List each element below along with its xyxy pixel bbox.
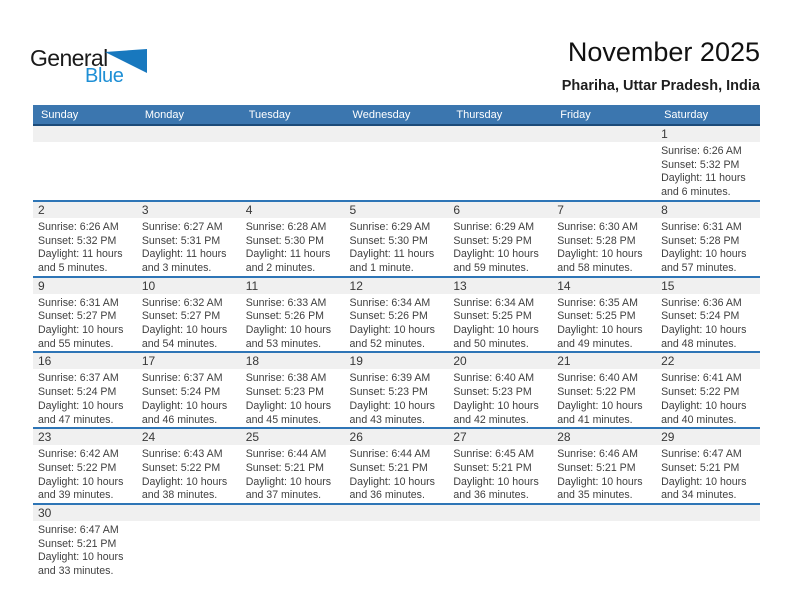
empty-day-band xyxy=(552,126,656,142)
detail-line: Sunset: 5:22 PM xyxy=(557,386,636,399)
detail-line: Sunset: 5:32 PM xyxy=(661,158,740,171)
day-details xyxy=(345,445,449,503)
detail-line: Sunrise: 6:44 AM xyxy=(349,448,431,461)
empty-day-cell xyxy=(137,125,241,201)
day-number: 16 xyxy=(33,353,137,369)
week-row-2 xyxy=(33,201,760,277)
detail-line: Sunset: 5:21 PM xyxy=(245,461,325,474)
detail-line: Sunrise: 6:47 AM xyxy=(661,448,742,461)
day-details xyxy=(345,369,449,427)
detail-line: and 50 minutes. xyxy=(453,337,529,350)
detail-line: Sunrise: 6:37 AM xyxy=(141,372,223,385)
day-number: 10 xyxy=(137,278,241,294)
detail-line: Sunrise: 6:40 AM xyxy=(557,372,638,385)
day-cell-6 xyxy=(448,201,552,277)
empty-day-band xyxy=(33,126,137,142)
detail-line: and 57 minutes. xyxy=(661,261,737,274)
day-number: 19 xyxy=(345,353,449,369)
detail-line: Daylight: 11 hours xyxy=(661,172,746,185)
detail-line: Sunset: 5:21 PM xyxy=(661,461,740,474)
detail-line: Sunrise: 6:29 AM xyxy=(349,220,431,233)
detail-line: and 47 minutes. xyxy=(38,413,114,426)
detail-line: Daylight: 10 hours xyxy=(557,324,643,337)
detail-line: Sunrise: 6:43 AM xyxy=(141,448,223,461)
day-details xyxy=(33,521,137,579)
empty-day-band xyxy=(656,505,760,521)
day-details xyxy=(656,369,760,427)
day-cell-13 xyxy=(448,277,552,353)
detail-line: Sunrise: 6:26 AM xyxy=(38,220,119,233)
detail-line: Sunset: 5:21 PM xyxy=(557,461,636,474)
day-details xyxy=(448,294,552,352)
detail-line: Daylight: 10 hours xyxy=(453,324,539,337)
detail-line: Daylight: 10 hours xyxy=(38,324,124,337)
detail-line: Daylight: 10 hours xyxy=(245,324,332,337)
detail-line: Daylight: 10 hours xyxy=(661,399,747,412)
detail-line: Daylight: 10 hours xyxy=(38,475,124,488)
detail-line: and 45 minutes. xyxy=(245,413,322,426)
detail-line: Sunrise: 6:38 AM xyxy=(245,372,327,385)
day-cell-19 xyxy=(345,352,449,428)
detail-line: Sunset: 5:31 PM xyxy=(141,234,221,247)
detail-line: Sunset: 5:21 PM xyxy=(349,461,428,474)
empty-day-cell xyxy=(448,504,552,579)
day-number: 23 xyxy=(33,429,137,445)
empty-day-band xyxy=(137,505,241,521)
detail-line: Sunrise: 6:36 AM xyxy=(661,296,742,309)
day-details xyxy=(241,218,345,276)
empty-day-band xyxy=(448,126,552,142)
detail-line: and 39 minutes. xyxy=(38,489,114,502)
empty-day-cell xyxy=(656,504,760,579)
day-details xyxy=(448,218,552,276)
weekday-header-thursday: Thursday xyxy=(448,105,552,125)
detail-line: and 40 minutes. xyxy=(661,413,737,426)
day-cell-23 xyxy=(33,428,137,504)
empty-day-band xyxy=(345,126,449,142)
detail-line: Sunset: 5:21 PM xyxy=(453,461,532,474)
day-cell-27 xyxy=(448,428,552,504)
day-number: 15 xyxy=(656,278,760,294)
detail-line: and 35 minutes. xyxy=(557,489,633,502)
detail-line: Daylight: 10 hours xyxy=(245,475,332,488)
day-number: 1 xyxy=(656,126,760,142)
day-number: 9 xyxy=(33,278,137,294)
day-cell-24 xyxy=(137,428,241,504)
detail-line: Daylight: 11 hours xyxy=(245,248,331,261)
empty-day-band xyxy=(241,505,345,521)
detail-line: Sunrise: 6:35 AM xyxy=(557,296,638,309)
detail-line: Sunset: 5:24 PM xyxy=(141,386,221,399)
empty-day-cell xyxy=(345,504,449,579)
day-number: 4 xyxy=(241,202,345,218)
detail-line: and 38 minutes. xyxy=(141,489,218,502)
detail-line: Daylight: 11 hours xyxy=(141,248,227,261)
day-number: 21 xyxy=(552,353,656,369)
detail-line: and 36 minutes. xyxy=(349,489,425,502)
day-cell-25 xyxy=(241,428,345,504)
detail-line: Sunset: 5:28 PM xyxy=(557,234,636,247)
day-details xyxy=(552,218,656,276)
detail-line: Sunset: 5:22 PM xyxy=(141,461,221,474)
day-details xyxy=(137,445,241,503)
day-number: 3 xyxy=(137,202,241,218)
day-number: 13 xyxy=(448,278,552,294)
detail-line: Sunset: 5:24 PM xyxy=(38,386,117,399)
detail-line: Daylight: 10 hours xyxy=(349,399,435,412)
day-number: 30 xyxy=(33,505,137,521)
day-cell-2 xyxy=(33,201,137,277)
day-number: 6 xyxy=(448,202,552,218)
day-number: 29 xyxy=(656,429,760,445)
day-number: 11 xyxy=(241,278,345,294)
page-subtitle: Phariha, Uttar Pradesh, India xyxy=(561,78,760,94)
day-number: 18 xyxy=(241,353,345,369)
day-cell-28 xyxy=(552,428,656,504)
day-details xyxy=(345,294,449,352)
detail-line: Sunrise: 6:42 AM xyxy=(38,448,119,461)
day-number: 24 xyxy=(137,429,241,445)
detail-line: Sunset: 5:29 PM xyxy=(453,234,532,247)
day-cell-11 xyxy=(241,277,345,353)
day-number: 12 xyxy=(345,278,449,294)
day-details xyxy=(241,294,345,352)
detail-line: Sunrise: 6:41 AM xyxy=(661,372,742,385)
empty-day-cell xyxy=(137,504,241,579)
day-details xyxy=(33,445,137,503)
title-block xyxy=(562,36,760,94)
detail-line: Sunset: 5:23 PM xyxy=(453,386,532,399)
day-cell-29 xyxy=(656,428,760,504)
empty-day-band xyxy=(137,126,241,142)
detail-line: and 5 minutes. xyxy=(38,261,108,274)
detail-line: Daylight: 10 hours xyxy=(141,399,228,412)
day-cell-12 xyxy=(345,277,449,353)
detail-line: Sunrise: 6:26 AM xyxy=(661,145,742,157)
day-number: 25 xyxy=(241,429,345,445)
detail-line: and 37 minutes. xyxy=(245,489,322,502)
detail-line: Sunrise: 6:27 AM xyxy=(141,220,223,233)
empty-day-cell xyxy=(241,504,345,579)
detail-line: Sunrise: 6:34 AM xyxy=(453,296,535,309)
detail-line: Sunset: 5:25 PM xyxy=(557,310,636,323)
day-number: 2 xyxy=(33,202,137,218)
day-cell-22 xyxy=(656,352,760,428)
detail-line: Sunrise: 6:28 AM xyxy=(245,220,327,233)
day-number: 8 xyxy=(656,202,760,218)
detail-line: and 2 minutes. xyxy=(245,261,316,274)
weekday-row xyxy=(33,105,760,125)
detail-line: and 55 minutes. xyxy=(38,337,114,350)
detail-line: and 53 minutes. xyxy=(245,337,322,350)
detail-line: Daylight: 11 hours xyxy=(38,248,123,261)
detail-line: Daylight: 10 hours xyxy=(245,399,332,412)
detail-line: and 46 minutes. xyxy=(141,413,218,426)
day-details xyxy=(656,218,760,276)
detail-line: Daylight: 10 hours xyxy=(349,324,435,337)
detail-line: Daylight: 10 hours xyxy=(349,475,435,488)
detail-line: Daylight: 10 hours xyxy=(38,551,124,564)
empty-day-cell xyxy=(448,125,552,201)
empty-day-band xyxy=(241,126,345,142)
weekday-header-monday: Monday xyxy=(137,105,241,125)
day-cell-8 xyxy=(656,201,760,277)
detail-line: Sunrise: 6:31 AM xyxy=(38,296,119,309)
day-cell-16 xyxy=(33,352,137,428)
detail-line: Sunrise: 6:40 AM xyxy=(453,372,535,385)
day-cell-15 xyxy=(656,277,760,353)
detail-line: Daylight: 10 hours xyxy=(141,475,228,488)
week-row-1 xyxy=(33,125,760,201)
detail-line: Sunset: 5:22 PM xyxy=(661,386,740,399)
logo-text-general: General xyxy=(30,45,108,71)
detail-line: Sunset: 5:22 PM xyxy=(38,461,117,474)
day-details xyxy=(656,294,760,352)
detail-line: Sunrise: 6:29 AM xyxy=(453,220,535,233)
day-cell-7 xyxy=(552,201,656,277)
day-cell-9 xyxy=(33,277,137,353)
detail-line: Sunrise: 6:33 AM xyxy=(245,296,327,309)
day-cell-5 xyxy=(345,201,449,277)
detail-line: Sunset: 5:23 PM xyxy=(245,386,325,399)
day-number: 7 xyxy=(552,202,656,218)
detail-line: Daylight: 10 hours xyxy=(557,399,643,412)
weekday-header-sunday: Sunday xyxy=(33,105,137,125)
empty-day-band xyxy=(552,505,656,521)
detail-line: Daylight: 10 hours xyxy=(453,475,539,488)
detail-line: Daylight: 10 hours xyxy=(453,399,539,412)
detail-line: Sunset: 5:21 PM xyxy=(38,537,117,550)
detail-line: Sunrise: 6:32 AM xyxy=(141,296,223,309)
detail-line: Sunset: 5:27 PM xyxy=(38,310,117,323)
detail-line: and 52 minutes. xyxy=(349,337,425,350)
empty-day-cell xyxy=(345,125,449,201)
day-details xyxy=(552,369,656,427)
detail-line: and 6 minutes. xyxy=(661,186,731,199)
detail-line: Daylight: 10 hours xyxy=(557,248,643,261)
detail-line: and 34 minutes. xyxy=(661,489,737,502)
empty-day-cell xyxy=(552,504,656,579)
day-details xyxy=(345,218,449,276)
day-cell-4 xyxy=(241,201,345,277)
detail-line: Sunrise: 6:39 AM xyxy=(349,372,431,385)
detail-line: Daylight: 10 hours xyxy=(141,324,228,337)
day-details xyxy=(241,369,345,427)
day-cell-1 xyxy=(656,125,760,201)
detail-line: and 59 minutes. xyxy=(453,261,529,274)
detail-line: Sunset: 5:30 PM xyxy=(245,234,325,247)
empty-day-band xyxy=(345,505,449,521)
detail-line: and 33 minutes. xyxy=(38,565,114,578)
calendar-table xyxy=(33,105,760,579)
day-cell-30 xyxy=(33,504,137,579)
empty-day-band xyxy=(448,505,552,521)
detail-line: Sunset: 5:26 PM xyxy=(245,310,325,323)
day-cell-3 xyxy=(137,201,241,277)
detail-line: Daylight: 10 hours xyxy=(38,399,124,412)
day-cell-21 xyxy=(552,352,656,428)
day-details xyxy=(33,218,137,276)
day-details xyxy=(241,445,345,503)
detail-line: Daylight: 10 hours xyxy=(453,248,539,261)
detail-line: Daylight: 10 hours xyxy=(661,248,747,261)
detail-line: Sunset: 5:32 PM xyxy=(38,234,117,247)
detail-line: Sunset: 5:26 PM xyxy=(349,310,428,323)
detail-line: Daylight: 10 hours xyxy=(661,475,747,488)
weekday-header-wednesday: Wednesday xyxy=(345,105,449,125)
week-row-5 xyxy=(33,428,760,504)
weekday-header-friday: Friday xyxy=(552,105,656,125)
day-cell-14 xyxy=(552,277,656,353)
detail-line: Sunrise: 6:44 AM xyxy=(245,448,327,461)
day-cell-17 xyxy=(137,352,241,428)
day-cell-20 xyxy=(448,352,552,428)
detail-line: Daylight: 10 hours xyxy=(557,475,643,488)
detail-line: and 48 minutes. xyxy=(661,337,737,350)
empty-day-cell xyxy=(552,125,656,201)
day-number: 20 xyxy=(448,353,552,369)
detail-line: Sunrise: 6:47 AM xyxy=(38,524,119,537)
logo-text-blue: Blue xyxy=(85,65,124,87)
week-row-4 xyxy=(33,352,760,428)
weekday-header-tuesday: Tuesday xyxy=(241,105,345,125)
day-details xyxy=(552,445,656,503)
detail-line: and 41 minutes. xyxy=(557,413,633,426)
day-details xyxy=(656,445,760,503)
empty-day-cell xyxy=(241,125,345,201)
general-blue-logo xyxy=(30,46,160,86)
day-number: 17 xyxy=(137,353,241,369)
detail-line: Daylight: 10 hours xyxy=(661,324,747,337)
detail-line: and 58 minutes. xyxy=(557,261,633,274)
detail-line: Sunset: 5:28 PM xyxy=(661,234,740,247)
day-details xyxy=(137,294,241,352)
day-cell-18 xyxy=(241,352,345,428)
detail-line: Sunset: 5:30 PM xyxy=(349,234,428,247)
day-details xyxy=(137,218,241,276)
page-title: November 2025 xyxy=(567,37,760,67)
detail-line: Sunset: 5:25 PM xyxy=(453,310,532,323)
detail-line: and 49 minutes. xyxy=(557,337,633,350)
day-number: 22 xyxy=(656,353,760,369)
day-number: 26 xyxy=(345,429,449,445)
detail-line: Sunrise: 6:45 AM xyxy=(453,448,535,461)
detail-line: and 43 minutes. xyxy=(349,413,425,426)
detail-line: and 42 minutes. xyxy=(453,413,529,426)
weekday-header-saturday: Saturday xyxy=(656,105,760,125)
detail-line: Sunrise: 6:31 AM xyxy=(661,220,742,233)
day-cell-26 xyxy=(345,428,449,504)
day-number: 5 xyxy=(345,202,449,218)
day-details xyxy=(656,142,760,200)
detail-line: Daylight: 11 hours xyxy=(349,248,435,261)
day-details xyxy=(33,369,137,427)
day-details xyxy=(552,294,656,352)
detail-line: and 3 minutes. xyxy=(141,261,212,274)
detail-line: Sunset: 5:24 PM xyxy=(661,310,740,323)
day-cell-10 xyxy=(137,277,241,353)
empty-day-cell xyxy=(33,125,137,201)
day-number: 27 xyxy=(448,429,552,445)
day-details xyxy=(33,294,137,352)
detail-line: and 54 minutes. xyxy=(141,337,218,350)
day-number: 28 xyxy=(552,429,656,445)
detail-line: Sunrise: 6:30 AM xyxy=(557,220,638,233)
day-details xyxy=(137,369,241,427)
detail-line: Sunset: 5:23 PM xyxy=(349,386,428,399)
week-row-6 xyxy=(33,504,760,579)
detail-line: Sunrise: 6:37 AM xyxy=(38,372,119,385)
detail-line: Sunrise: 6:46 AM xyxy=(557,448,638,461)
detail-line: Sunset: 5:27 PM xyxy=(141,310,221,323)
day-details xyxy=(448,445,552,503)
detail-line: and 36 minutes. xyxy=(453,489,529,502)
day-details xyxy=(448,369,552,427)
day-number: 14 xyxy=(552,278,656,294)
week-row-3 xyxy=(33,277,760,353)
detail-line: Sunrise: 6:34 AM xyxy=(349,296,431,309)
detail-line: and 1 minute. xyxy=(349,261,414,274)
